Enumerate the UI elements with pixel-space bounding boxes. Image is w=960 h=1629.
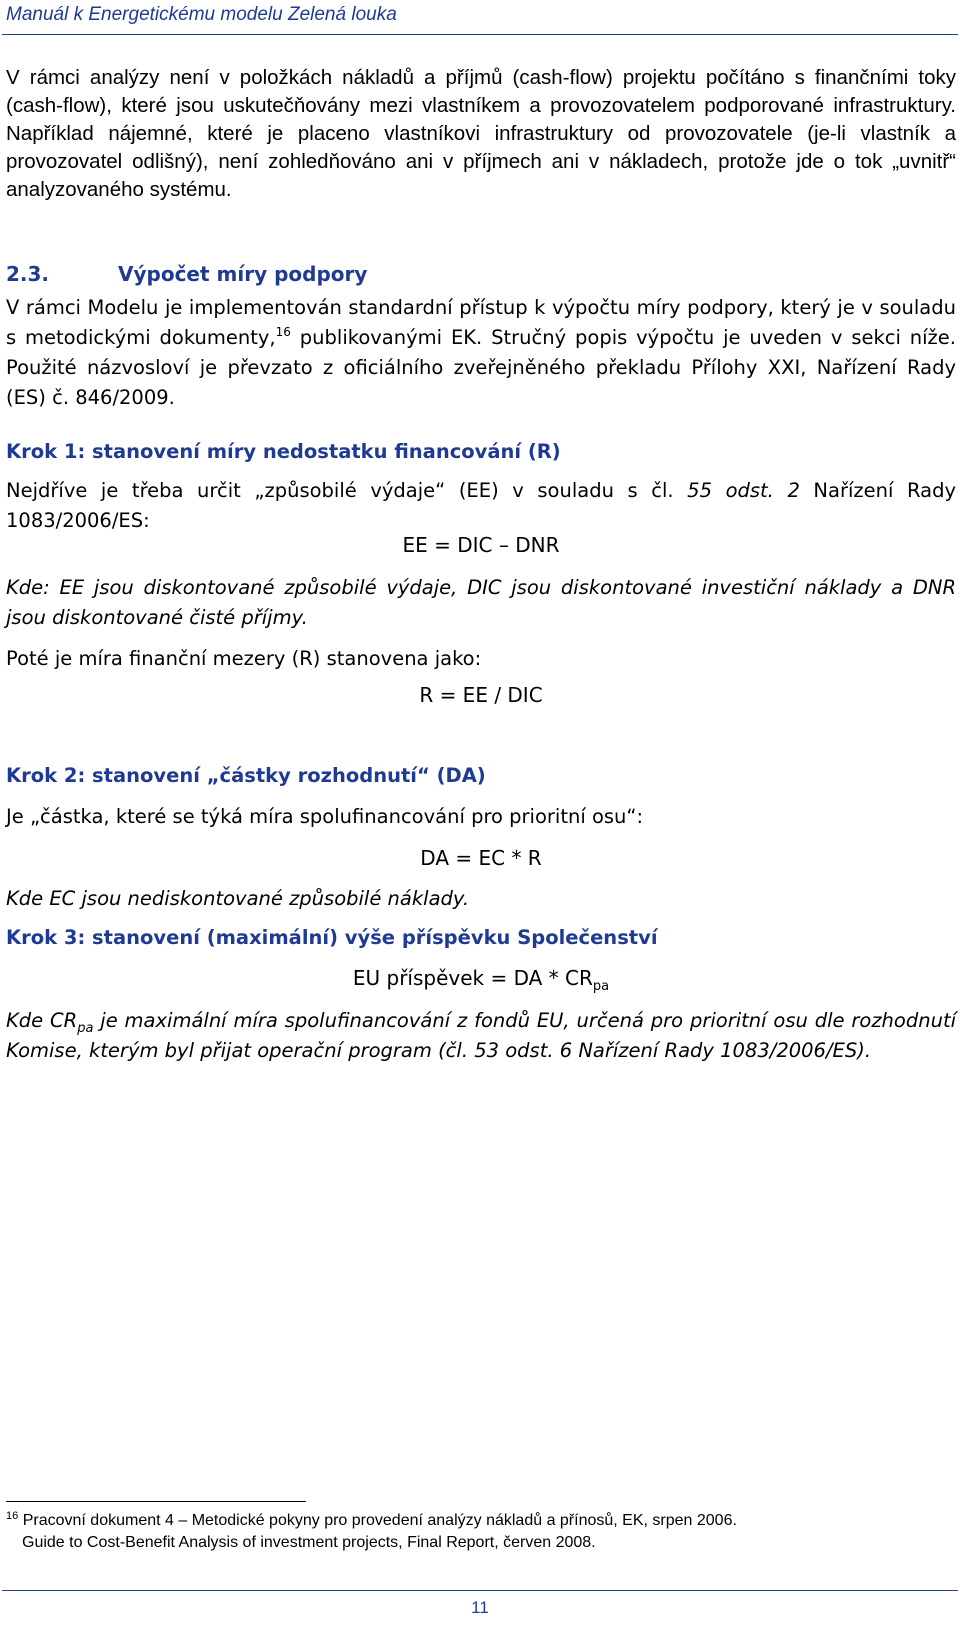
paragraph-intro: V rámci analýzy není v položkách nákladů a příjmů (cash-flow) projektu počítáno s finančními toky (cash-flow), které jsou uskutečňovány mezi vlastníkem a provozovatelem podporované infrastruktury. Například nájemné, které je placeno vlastníkovi infrastruktury od provozovatele (je-li vlastník a provozovatel odlišný), není zohledňováno ani v příjmech ani v nákladech, protože jde o tok „uvnitř“ analyzovaného systému. — [6, 66, 956, 201]
step-3-subscript: pa — [77, 1021, 94, 1036]
step-3-heading: Krok 3: stanovení (maximální) výše příspěvku Společenství — [6, 926, 658, 949]
step-1-text-a: Nejdříve je třeba určit „způsobilé výdaje“ (EE) v souladu s čl. — [6, 479, 688, 502]
paragraph-model — [6, 293, 956, 413]
formula-ee: EE = DIC – DNR — [402, 533, 560, 557]
step-3-text-a: Kde CR — [6, 1009, 78, 1032]
step-3-text-b: je maximální míra spolufinancování z fondů EU, určená pro prioritní osu dle rozhodnutí Komise, kterým byl přijat operační program (čl. 53 odst. 6 Nařízení Rady 1083/2006/ES). — [6, 1009, 957, 1062]
footnote-line-1 — [6, 1510, 946, 1532]
step-1-text — [6, 476, 956, 536]
paragraph-model-text-a: V rámci Modelu je implementován standardní přístup k výpočtu míry podpory, který je v souladu s metodickými dokumenty, — [6, 296, 956, 349]
section-heading — [6, 262, 956, 286]
running-header: Manuál k Energetickému modelu Zelená louka — [6, 4, 397, 25]
step-1-then: Poté je míra finanční mezery (R) stanovena jako: — [6, 647, 482, 670]
step-1-heading: Krok 1: stanovení míry nedostatku financování (R) — [6, 440, 561, 463]
section-number: 2.3. — [6, 262, 50, 286]
footnote-line-2: Guide to Cost-Benefit Analysis of investment projects, Final Report, červen 2008. — [22, 1534, 596, 1551]
step-1-article-ref: 55 odst. 2 — [687, 479, 800, 502]
step-1-definitions: Kde: EE jsou diskontované způsobilé výdaje, DIC jsou diskontované investiční náklady a DNR jsou diskontované čisté příjmy. — [6, 576, 956, 629]
paragraph-model-text-b: publikovanými EK. Stručný popis výpočtu je uveden v sekci níže. Použité názvosloví je převzato z oficiálního zveřejněného překladu Přílohy XXI, Nařízení Rady (ES) č. 846/2009. — [6, 326, 956, 409]
footnote-rule — [6, 1501, 306, 1502]
formula-eu-contribution — [6, 966, 956, 994]
footnote-reference[interactable]: 16 — [275, 325, 291, 339]
footnote-text-1: Pracovní dokument 4 – Metodické pokyny pro provedení analýzy nákladů a přínosů, EK, srpen 2006. — [22, 1512, 737, 1529]
step-1-text-b: Nařízení Rady 1083/2006/ES: — [6, 479, 956, 532]
formula-da: DA = EC * R — [420, 846, 542, 870]
header-rule — [2, 34, 958, 35]
page-number: 11 — [471, 1598, 489, 1617]
formula-r: R = EE / DIC — [419, 683, 543, 707]
step-2-text: Je „částka, které se týká míra spolufinancování pro prioritní osu“: — [6, 805, 644, 828]
step-2-heading: Krok 2: stanovení „částky rozhodnutí“ (DA) — [6, 764, 486, 787]
step-2-definition: Kde EC jsou nediskontované způsobilé náklady. — [6, 887, 470, 910]
footnote-mark: 16 — [6, 1510, 19, 1522]
step-3-definition — [6, 1006, 956, 1066]
formula-eu-main: EU příspěvek = DA * CR — [352, 966, 593, 990]
formula-eu-subscript: pa — [592, 979, 610, 994]
footer-rule — [2, 1590, 958, 1591]
footnote — [6, 1510, 946, 1554]
section-title: Výpočet míry podpory — [118, 262, 368, 286]
